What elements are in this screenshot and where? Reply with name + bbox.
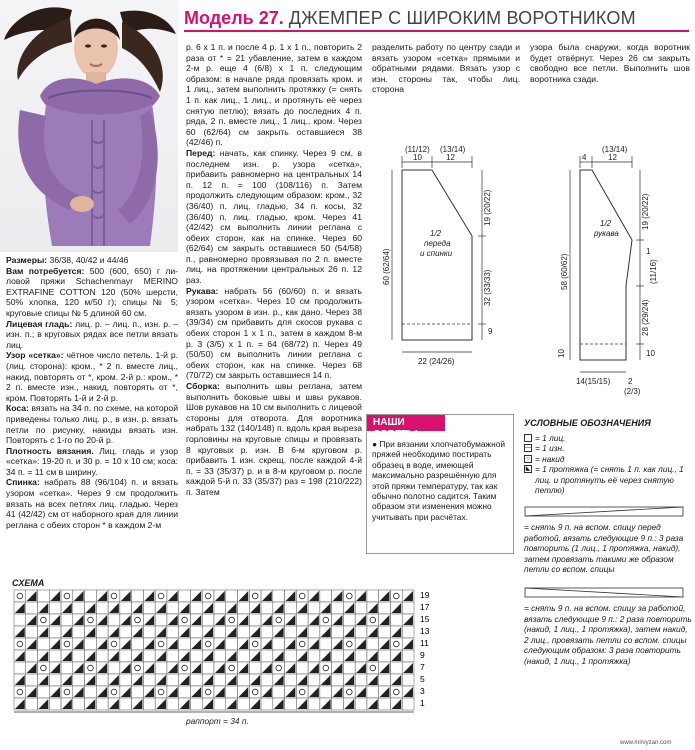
chart-cell xyxy=(285,650,297,662)
legend-item-ssk-text: = 1 протяжка (= снять 1 п. как лиц., 1 лиц. и протянуть её через снятую петлю) xyxy=(535,464,684,495)
chart-cell xyxy=(367,638,379,650)
chart-cell xyxy=(167,674,179,686)
chart-cell xyxy=(85,686,97,698)
chart-cell xyxy=(238,674,250,686)
chart-cell xyxy=(73,626,85,638)
chart-cell xyxy=(390,638,402,650)
dim-top-right: (13/14) xyxy=(440,145,466,154)
chart-cell xyxy=(355,674,367,686)
chart-cell xyxy=(143,602,155,614)
pattern-label-line-1: 1/2 xyxy=(430,229,442,238)
chart-cell xyxy=(379,626,391,638)
legend-cable-back-text: = снять 9 п. на вспом. спицу за работой, вязать следующие 9 п.: 2 раза повторить (накид, 1 лиц., 1 протяжка), затем накид, 2 лиц., провязать петли со вспом. спицы следующим образом: 3 раза повторить (накид, 1 лиц., 1 протяжка) xyxy=(524,603,692,666)
chart-cell xyxy=(332,698,344,710)
column-1 xyxy=(6,255,178,530)
cable-back-icon xyxy=(524,587,684,599)
chart-cell xyxy=(320,590,332,602)
chart-cell xyxy=(38,590,50,602)
chart-cell xyxy=(14,590,26,602)
chart-cell xyxy=(132,686,144,698)
chart-cell xyxy=(261,698,273,710)
knit-stitch-icon xyxy=(524,434,532,442)
chart-cell xyxy=(308,674,320,686)
chart-cell xyxy=(49,650,61,662)
chart-cell xyxy=(402,650,414,662)
chart-cell xyxy=(273,614,285,626)
chart-cell xyxy=(285,626,297,638)
tips-text: При вязании хлопчатобумажной пряжей необходимо постирать образец в воде, имеющей максимально разрешённую для этой пряжи температуру, так как обычно полотно садится. Таким образом эти изменения можно учитывать при расчётах. xyxy=(372,439,506,522)
mesh-text: чётное число петель. 1-й р. (лиц. сторона): кром., * 2 п. вместе лиц., накид, повторять от *, кром. 2-й р.: кром., * 2 п. вместе изн., накид, повторять от *, кром. Повторять 1-й и 2-й р. xyxy=(6,350,178,403)
chart-cell xyxy=(379,602,391,614)
chart-cell xyxy=(214,674,226,686)
chart-cell xyxy=(26,650,38,662)
stitch-chart xyxy=(10,590,440,714)
chart-cell xyxy=(85,638,97,650)
dim-body: 32 (33/33) xyxy=(483,269,492,306)
chart-cell xyxy=(96,674,108,686)
chart-cell xyxy=(285,602,297,614)
chart-cell xyxy=(155,590,167,602)
chart-cell xyxy=(238,650,250,662)
chart-cell xyxy=(343,686,355,698)
chart-cell xyxy=(167,698,179,710)
chart-cell xyxy=(226,614,238,626)
chart-cell xyxy=(390,590,402,602)
chart-cell xyxy=(285,674,297,686)
chart-cell xyxy=(167,602,179,614)
chart-cell xyxy=(320,662,332,674)
chart-cell xyxy=(179,686,191,698)
chart-cell xyxy=(214,602,226,614)
chart-cell xyxy=(38,638,50,650)
chart-cell xyxy=(390,686,402,698)
pattern-label-line-3: и спинки xyxy=(420,249,453,258)
need-text: 500 (600, 650) г ли-ловой пряжи Schachenmayr MERINO EXTRAFINE COTTON 120 (50% шерсти, 50% хлопка, 120 м/50 г); спицы № 5; круговые спицы № 5 длиной 60 см. xyxy=(6,265,179,318)
chart-cell xyxy=(108,686,120,698)
collar-text: разделить работу по центру сзади и вязать узором «сетка» прямыми и обратными рядами. Вязать узор с изн. стороны так, чтобы лиц. сторона xyxy=(372,42,520,95)
chart-cell xyxy=(120,626,132,638)
chart-cell xyxy=(308,602,320,614)
row-label: 17 xyxy=(420,602,430,612)
chart-cell xyxy=(390,614,402,626)
density-text: Лиц. гладь и узор «сетка»: 19-20 п. и 30 р. = 10 х 10 см; коса: 34 п. = 11 см в ширину. xyxy=(6,445,178,477)
chart-cell xyxy=(320,638,332,650)
tips-box xyxy=(366,414,514,554)
pattern-sleeve xyxy=(557,140,690,398)
chart-cell xyxy=(214,698,226,710)
sleeve-dim-top-left: 4 xyxy=(582,153,587,162)
chart-cell xyxy=(61,590,73,602)
row-label: 3 xyxy=(420,686,425,696)
chart-cell xyxy=(49,626,61,638)
row-label: 7 xyxy=(420,662,425,672)
chart-cell xyxy=(273,686,285,698)
chart-cell xyxy=(61,614,73,626)
chart-cell xyxy=(202,614,214,626)
sleeve-label: Рукава: xyxy=(186,285,219,296)
row-label: 11 xyxy=(420,638,429,648)
dim-top-right-2: 12 xyxy=(446,153,455,162)
legend-item-yarnover-text: = накид xyxy=(535,453,565,464)
chart-cell xyxy=(96,626,108,638)
chart-cell xyxy=(379,698,391,710)
back-text: набрать 88 (96/104) п. и вязать узором «сетка». Через 9 см продолжить вязать на всех петлях лиц. гладью. Через 41 (42/42) см от наборного края для линии реглана с обеих сторон * в каждом 2-м xyxy=(6,477,178,530)
dim-top-left: (11/12) xyxy=(405,145,430,154)
chart-cell xyxy=(38,662,50,674)
chart-cell xyxy=(14,614,26,626)
chart-cell xyxy=(261,626,273,638)
chart-cell xyxy=(26,602,38,614)
chart-cell xyxy=(261,602,273,614)
bullet-icon: ● xyxy=(372,439,378,449)
chart-cell xyxy=(343,614,355,626)
collar-text-end: узора была снаружи, когда воротник будет отвёрнут. Через 26 см закрыть свободно все петли. Выполнить шов воротника сзади. xyxy=(530,42,690,84)
chart-cell xyxy=(261,650,273,662)
chart-cell xyxy=(120,602,132,614)
chart-cell xyxy=(96,602,108,614)
chart-cell xyxy=(143,674,155,686)
column-4 xyxy=(530,42,690,84)
chart-cell xyxy=(226,638,238,650)
chart-cell xyxy=(179,662,191,674)
legend-cable-front-text: = снять 9 п. на вспом. спицу перед работой, вязать следующие 9 п.: 3 раза повторить (1 лиц., 1 протяжка, накид), затем провязать такими же образом петли со вспом. спицы xyxy=(524,522,684,574)
chart-cell xyxy=(61,662,73,674)
chart-cell xyxy=(226,590,238,602)
chart-cell xyxy=(61,638,73,650)
chart-cell xyxy=(73,650,85,662)
row-label: 5 xyxy=(420,674,425,684)
chart-cell xyxy=(332,674,344,686)
chart-cell xyxy=(167,650,179,662)
ssk-icon: ◣ xyxy=(525,466,531,472)
assembly-label: Сборка: xyxy=(186,381,220,391)
chart-cell xyxy=(73,698,85,710)
chart-cell xyxy=(355,626,367,638)
chart-cell xyxy=(367,662,379,674)
chart-cell xyxy=(273,590,285,602)
pattern-label-line-2: переда xyxy=(424,239,451,248)
chart-cell xyxy=(132,662,144,674)
chart-cell xyxy=(296,638,308,650)
dim-raglan: 19 (20/22) xyxy=(483,189,492,226)
sleeve-dim-r4: 28 (29/24) xyxy=(641,299,650,336)
dim-hem: 9 xyxy=(488,327,493,336)
footer-url: www.mirvyzan.com xyxy=(620,740,672,746)
woman-in-sweater-illustration xyxy=(0,0,178,252)
legend-heading: УСЛОВНЫЕ ОБОЗНАЧЕНИЯ xyxy=(524,418,651,428)
chart-cell xyxy=(14,686,26,698)
face-label: Лицевая гладь: xyxy=(6,318,73,329)
chart-cell xyxy=(320,614,332,626)
rapport-label: раппорт = 34 п. xyxy=(186,716,249,726)
chart-cell xyxy=(190,626,202,638)
chart-cell xyxy=(367,614,379,626)
chart-cell xyxy=(14,638,26,650)
back-label: Спинка: xyxy=(6,477,40,488)
sleeve-label-line-1: 1/2 xyxy=(600,219,612,228)
front-text: начать, как спинку. Через 9 см, в последнем изн. р. узора «сетка», прибавить равномерно на центральных 14 п. 12 п. = 100 (108/116) п. Затем продолжить следующим образом: кром., 32 (36/40) п. лиц. гладью, 34 п. косы, 32 (36/40) п. лиц. гладью, кром. Через 41 (42/42) см выполнить линии реглана с обеих сторон, как на спинке. Через 60 (62/64) см закрыть оставшиеся 50 (54/58) п., равномерно провязывая по 2 п. вместе лиц. на протяжении центральных 26 п. 12 раз. xyxy=(186,147,362,286)
legend xyxy=(524,418,694,666)
sleeve-dim-left-bottom: 10 xyxy=(557,349,566,358)
purl-stitch-icon: — xyxy=(525,445,531,451)
chart-cell xyxy=(73,674,85,686)
chart-cell xyxy=(132,590,144,602)
legend-item-purl-text: = 1 изн. xyxy=(535,443,565,453)
legend-item-knit xyxy=(524,433,694,444)
chart-cell xyxy=(179,638,191,650)
face-text: лиц. р. – лиц. п., изн. р. – изн. п.; в круговых рядах все петли вязать лиц. xyxy=(6,318,178,350)
sleeve-dim-r5: 10 xyxy=(646,349,655,358)
need-label: Вам потребуется: xyxy=(6,265,85,276)
chart-cell xyxy=(343,638,355,650)
chart-cell xyxy=(249,662,261,674)
row-label: 13 xyxy=(420,626,430,636)
chart-cell xyxy=(249,614,261,626)
chart-cell xyxy=(155,662,167,674)
chart-cell xyxy=(132,614,144,626)
chart-cell xyxy=(355,650,367,662)
chart-cell xyxy=(202,662,214,674)
chart-cell xyxy=(367,590,379,602)
chart-cell xyxy=(226,662,238,674)
chart-cell xyxy=(390,662,402,674)
sizes-label: Размеры: xyxy=(6,255,48,265)
chart-cell xyxy=(155,638,167,650)
chart-cell xyxy=(108,638,120,650)
chart-cell xyxy=(355,602,367,614)
chart-cell xyxy=(273,662,285,674)
chart-cell xyxy=(308,626,320,638)
tips-body xyxy=(367,431,513,522)
chart-cell xyxy=(49,674,61,686)
chart-cell xyxy=(249,590,261,602)
row-numbers xyxy=(420,590,430,708)
chart-cell xyxy=(296,686,308,698)
chart-cell xyxy=(167,626,179,638)
legend-item-ssk xyxy=(524,464,694,496)
chart-cell xyxy=(190,698,202,710)
chart-cell xyxy=(202,590,214,602)
dim-top-left-2: 10 xyxy=(413,153,422,162)
sleeve-dim-r3: (11/16) xyxy=(649,259,658,284)
braid-text: вязать на 34 п. по схеме, на которой приведены только лиц. р., в изн. р. вязать петли по рисунку, накиды вязать изн. Повторять с 1-го по 20-й р. xyxy=(6,403,179,446)
chart-cell xyxy=(296,614,308,626)
pattern-front-back xyxy=(372,140,522,368)
chart-cell xyxy=(402,602,414,614)
column-2 xyxy=(186,42,362,498)
chart-cell xyxy=(155,614,167,626)
column-3 xyxy=(372,42,520,95)
legend-item-yarnover xyxy=(524,454,694,465)
chart-cell xyxy=(49,602,61,614)
chart-cell xyxy=(132,638,144,650)
sleeve-dim-bottom-1: 14(15/15) xyxy=(576,377,611,386)
row-label: 19 xyxy=(420,590,430,600)
chart-cell xyxy=(49,698,61,710)
chart-cell xyxy=(143,698,155,710)
chart-cell xyxy=(85,590,97,602)
sizes-text: 36/38, 40/42 и 44/46 xyxy=(49,255,129,265)
page-title xyxy=(184,6,689,32)
chart-cell xyxy=(120,674,132,686)
sleeve-dim-r2: 1 xyxy=(646,247,651,256)
sleeve-dim-height: 58 (60/62) xyxy=(560,253,569,290)
chart-cell xyxy=(38,614,50,626)
chart-cell xyxy=(402,626,414,638)
chart-cell xyxy=(379,650,391,662)
chart-cell xyxy=(120,698,132,710)
legend-item-purl xyxy=(524,443,694,454)
mesh-label: Узор «сетка»: xyxy=(6,350,64,361)
chart-cell xyxy=(249,686,261,698)
chart-cell xyxy=(179,590,191,602)
front-label: Перед: xyxy=(186,147,216,158)
chart-cell xyxy=(73,602,85,614)
chart-cell xyxy=(249,638,261,650)
density-label: Плотность вязания. xyxy=(6,445,94,456)
cable-front-icon xyxy=(524,506,684,518)
chart-cell xyxy=(332,602,344,614)
chart-cell xyxy=(367,686,379,698)
chart-cell xyxy=(155,686,167,698)
chart-cell xyxy=(14,662,26,674)
model-photo xyxy=(0,0,178,252)
chart-cell xyxy=(379,674,391,686)
chart-cell xyxy=(308,698,320,710)
sleeve-label-line-2: рукава xyxy=(594,229,619,238)
chart-cell xyxy=(296,662,308,674)
sleeve-dim-bottom-3: (2/3) xyxy=(624,387,641,396)
chart-cell xyxy=(214,626,226,638)
model-name: ДЖЕМПЕР С ШИРОКИМ ВОРОТНИКОМ xyxy=(288,8,636,28)
sleeve-dim-top-right-2: 12 xyxy=(608,153,617,162)
chart-cell xyxy=(85,614,97,626)
chart-cell xyxy=(26,674,38,686)
chart-cell xyxy=(143,650,155,662)
chart-cell xyxy=(96,698,108,710)
chart-cell xyxy=(285,698,297,710)
chart-cell xyxy=(402,674,414,686)
chart-cell xyxy=(108,590,120,602)
chart-cell xyxy=(61,686,73,698)
chart-cell xyxy=(238,626,250,638)
chart-cell xyxy=(214,650,226,662)
assembly-text: выполнить швы реглана, затем выполнить боковые швы и швы рукавов. Шов рукавов на 10 см выполнить с лицевой стороны для отворота. Для воротника набрать 132 (140/148) п. вдоль края выреза горловины на круговые спицы и провязать 8 круговых р. изн. В 6-м круговом р. прибавить 1 изн. скрещ. после каждой 4-й п. = 33 (35/37) р. и в 8-м круговом р. после каждой 5-й п. 33 (35/37) раз = 198 (210/222) п. Затем xyxy=(186,381,363,497)
schema-label: СХЕМА xyxy=(12,578,45,588)
chart-cell xyxy=(226,686,238,698)
chart-cell xyxy=(108,614,120,626)
braid-label: Коса: xyxy=(6,403,29,414)
chart-cell xyxy=(355,698,367,710)
stitch-grid xyxy=(14,590,414,710)
sleeve-text: набрать 56 (60/60) п. и вязать узором «сетка». Через 10 см продолжить вязать узором в изн. р., как дано. Через 38 (39/34) см прибавить для скосов рукава с обеих сторон 1 х 1 п., затем в каждом 8-м р. 3 (3/5) х 1 п. = 64 (68/72) п. Через 49 (50/50) см выполнить линии реглана с обеих сторон, как на спинке. Через 68 (70/72) см закрыть оставшиеся 14 п. xyxy=(186,285,362,381)
back-continued: р. 6 х 1 п. и после 4 р. 1 х 1 п., повторить 2 раза от * = 21 убавление, затем в каждом 2-м р. еще 4 (6/8) х 1 п. следующим образом: в начале ряда провязать кром. и 1 лиц., затем выполнить протяжку (= снять 1 п. как лиц., 1 лиц., и протянуть её через снятую петлю); вязать до последних 4 п. ряда, 2 п. вместе лиц., 1 лиц., кром. Через 60 (62/64) см закрыть оставшиеся 38 (42/46) п. xyxy=(186,42,362,148)
chart-cell xyxy=(190,650,202,662)
chart-cell xyxy=(320,686,332,698)
row-label: 15 xyxy=(420,614,430,624)
chart-cell xyxy=(332,650,344,662)
dim-width: 22 (24/26) xyxy=(418,357,455,366)
chart-cell xyxy=(332,626,344,638)
chart-cell xyxy=(238,602,250,614)
yarnover-icon: ○ xyxy=(524,455,532,463)
sleeve-dim-top-right: (13/14) xyxy=(602,145,628,154)
chart-cell xyxy=(143,626,155,638)
chart-cell xyxy=(85,662,97,674)
chart-cell xyxy=(26,698,38,710)
chart-cell xyxy=(190,602,202,614)
dim-height: 60 (62/64) xyxy=(382,248,391,285)
row-label: 1 xyxy=(420,698,425,708)
chart-cell xyxy=(296,590,308,602)
chart-cell xyxy=(238,698,250,710)
chart-cell xyxy=(120,650,132,662)
chart-cell xyxy=(38,686,50,698)
tips-heading: НАШИ СОВЕТЫ xyxy=(367,415,445,431)
chart-cell xyxy=(202,638,214,650)
chart-cell xyxy=(402,698,414,710)
chart-cell xyxy=(343,590,355,602)
sleeve-dim-raglan: 19 (20/22) xyxy=(641,193,650,230)
legend-item-knit-text: = 1 лиц. xyxy=(535,432,566,443)
chart-cell xyxy=(26,626,38,638)
chart-cell xyxy=(273,638,285,650)
chart-cell xyxy=(261,674,273,686)
chart-cell xyxy=(179,614,191,626)
chart-cell xyxy=(343,662,355,674)
model-number: Модель 27. xyxy=(184,8,284,28)
row-label: 9 xyxy=(420,650,425,660)
sleeve-dim-bottom-2: 2 xyxy=(628,377,633,386)
chart-cell xyxy=(96,650,108,662)
chart-cell xyxy=(308,650,320,662)
chart-cell xyxy=(190,674,202,686)
chart-cell xyxy=(202,686,214,698)
chart-cell xyxy=(108,662,120,674)
